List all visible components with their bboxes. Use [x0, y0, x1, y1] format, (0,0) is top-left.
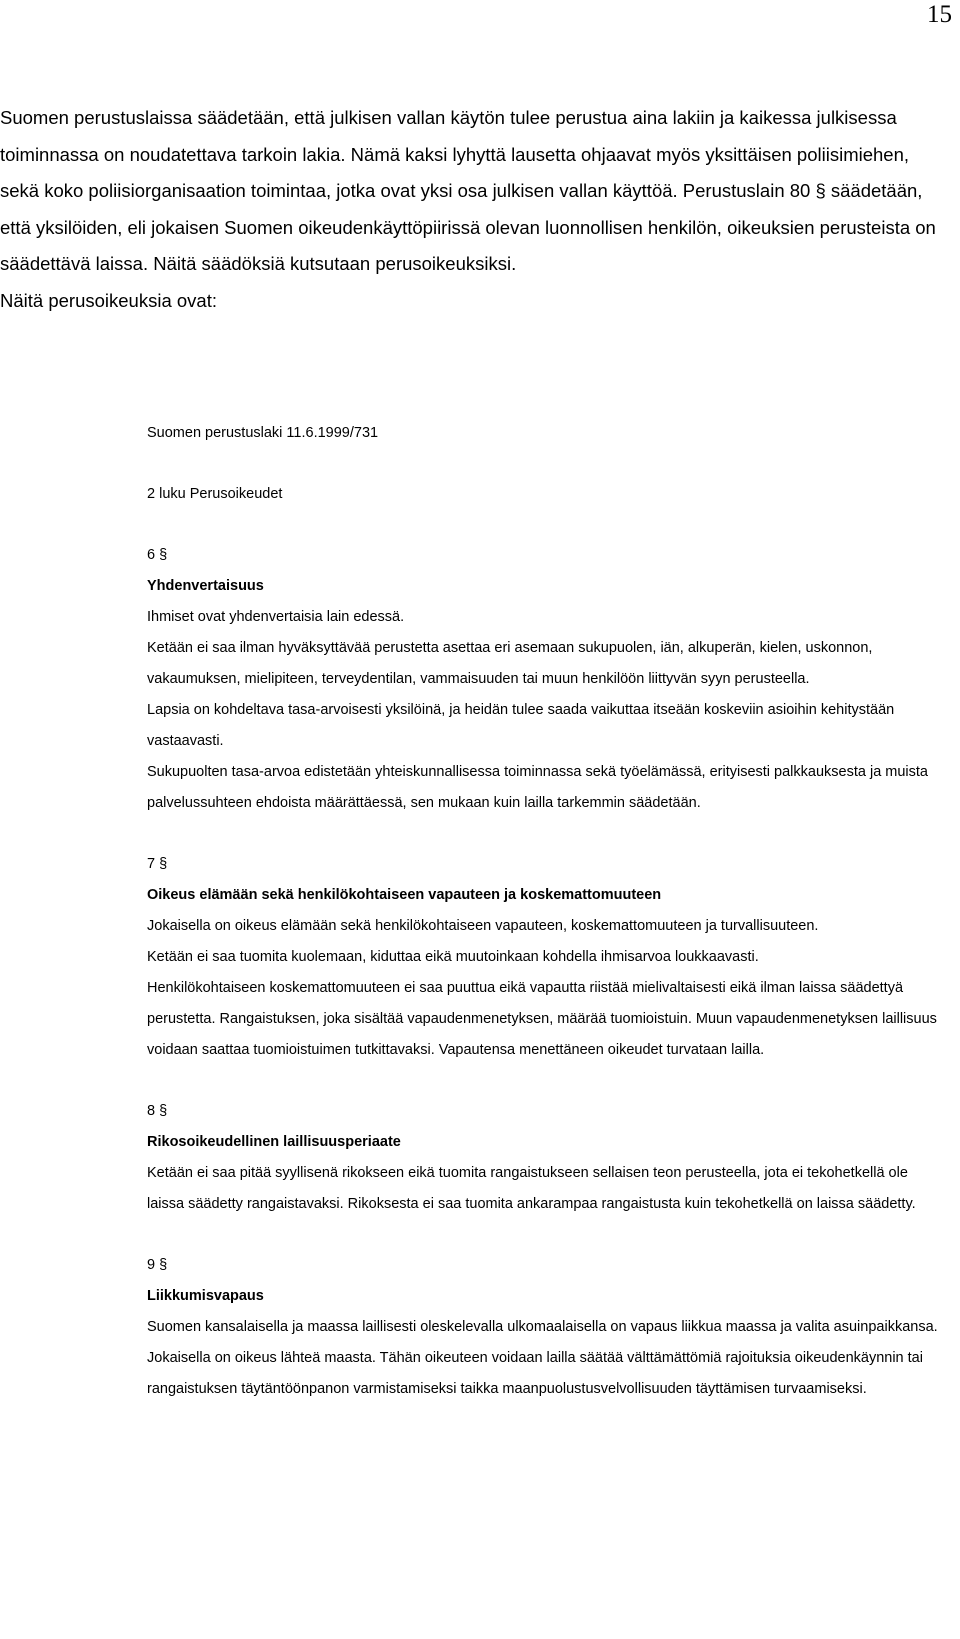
section-paragraph: Sukupuolten tasa-arvoa edistetään yhteiskunnallisessa toiminnassa sekä työelämässä, erityisesti palkkauksesta ja muista palvelussuhteen ehdoista määrättäessä, sen mukaan kuin lailla tarkemmin säädetään. — [147, 764, 928, 811]
section-6 — [147, 540, 947, 819]
section-paragraph: Henkilökohtaiseen koskemattomuuteen ei saa puuttua eikä vapautta riistää mielivaltaisesti eikä ilman laissa säädettyä perustetta. Rangaistuksen, joka sisältää vapaudenmenetyksen, määrää tuomioistuin. Muun vapaudenmenetyksen laillisuus voidaan saattaa tuomioistuimen tutkittavaksi. Vapautensa menettäneen oikeudet turvataan lailla. — [147, 980, 937, 1058]
section-paragraph: Ketään ei saa pitää syyllisenä rikokseen eikä tuomita rangaistukseen sellaisen teon perusteella, jota ei tekohetkellä ole laissa säädetty rangaistavaksi. Rikoksesta ei saa tuomita ankarampaa rangaistusta kuin tekohetkellä on laissa säädetty. — [147, 1165, 916, 1212]
constitution-excerpt — [147, 418, 947, 1405]
section-paragraph: Jokaisella on oikeus elämään sekä henkilökohtaiseen vapauteen, koskemattomuuteen ja turvallisuuteen. — [147, 918, 819, 934]
section-title: Oikeus elämään sekä henkilökohtaiseen vapauteen ja koskemattomuuteen — [147, 887, 662, 903]
section-8 — [147, 1096, 947, 1220]
law-source: Suomen perustuslaki 11.6.1999/731 — [147, 425, 379, 441]
page-number: 15 — [927, 1, 952, 28]
section-paragraph: Ihmiset ovat yhdenvertaisia lain edessä. — [147, 609, 405, 625]
section-paragraph: Ketään ei saa tuomita kuolemaan, kiduttaa eikä muutoinkaan kohdella ihmisarvoa loukkaavasti. — [147, 949, 759, 965]
section-number: 9 § — [147, 1257, 168, 1273]
section-paragraph: Suomen kansalaisella ja maassa laillisesti oleskelevalla ulkomaalaisella on vapaus liikkua maassa ja valita asuinpaikkansa. — [147, 1319, 938, 1335]
rights-list-intro: Näitä perusoikeuksia ovat: — [0, 289, 217, 311]
section-title: Yhdenvertaisuus — [147, 578, 264, 594]
intro-text — [0, 100, 940, 319]
chapter-title: 2 luku Perusoikeudet — [147, 486, 283, 502]
section-title: Rikosoikeudellinen laillisuusperiaate — [147, 1134, 401, 1150]
section-9 — [147, 1250, 947, 1405]
section-number: 8 § — [147, 1103, 168, 1119]
section-paragraph: Jokaisella on oikeus lähteä maasta. Tähän oikeuteen voidaan lailla säätää välttämättömiä rajoituksia oikeudenkäynnin tai rangaistuksen täytäntöönpanon varmistamiseksi taikka maanpuolustusvelvollisuuden täyttämisen turvaamiseksi. — [147, 1350, 923, 1397]
section-paragraph: Lapsia on kohdeltava tasa-arvoisesti yksilöinä, ja heidän tulee saada vaikuttaa itseään koskeviin asioihin kehitystään vastaavasti. — [147, 702, 895, 749]
section-number: 7 § — [147, 856, 168, 872]
intro-paragraph: Suomen perustuslaissa säädetään, että julkisen vallan käytön tulee perustua aina lakiin ja kaikessa julkisessa toiminnassa on noudatettava tarkoin lakia. Nämä kaksi lyhyttä lausetta ohjaavat myös yksittäisen poliisimiehen, sekä koko poliisiorganisaation toimintaa, jotka ovat yksi osa julkisen vallan käyttöä. Perustuslain 80 § säädetään, että yksilöiden, eli jokaisen Suomen oikeudenkäyttöpiirissä olevan luonnollisen henkilön, oikeuksien perusteista on säädettävä laissa. Näitä säädöksiä kutsutaan perusoikeuksiksi. — [0, 107, 936, 274]
section-number: 6 § — [147, 547, 168, 563]
section-paragraph: Ketään ei saa ilman hyväksyttävää perustetta asettaa eri asemaan sukupuolen, iän, alkuperän, kielen, uskonnon, vakaumuksen, mielipiteen, terveydentilan, vammaisuuden tai muun henkilöön liittyvän syyn perusteella. — [147, 640, 873, 687]
section-title: Liikkumisvapaus — [147, 1288, 264, 1304]
section-7 — [147, 849, 947, 1066]
